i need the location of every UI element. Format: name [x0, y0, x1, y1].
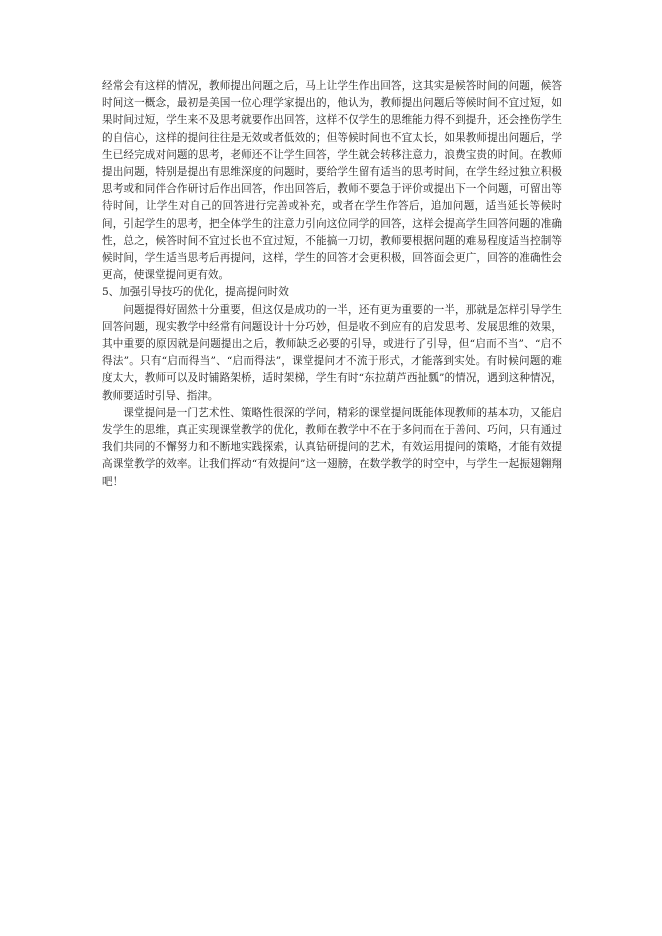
section-heading-5: 5、加强引导技巧的优化，提高提问时效	[102, 286, 289, 299]
paragraph-conclusion: 课堂提问是一门艺术性、策略性很深的学问，精彩的课堂提问既能体现教师的基本功，又能启发学生的思维，真正实现课堂教学的优化，教师在教学中不在于多问而在于善问、巧问，只有通过我们共同的不懈努力和不断地实践探索，认真钻研提问的艺术，有效运用提问的策略，才能有效提高课堂教学的效率。让我们挥动“有效提问”这一翅膀，在数学教学的时空中，与学生一起振翅翱翔吧！	[102, 406, 562, 488]
paragraph-wait-time: 经常会有这样的情况，教师提出问题之后，马上让学生作出回答，这其实是候答时间的问题，候答时间这一概念，最初是美国一位心理学家提出的，他认为，教师提出问题后等候时间不宜过短，如果时间过短，学生来不及思考就要作出回答，这样不仅学生的思维能力得不到提升，还会挫伤学生的自信心，这样的提问往往是无效或者低效的；但等候时间也不宜太长，如果教师提出问题后，学生已经完成对问题的思考，老师还不让学生回答，学生就会转移注意力，浪费宝贵的时间。在教师提出问题，特别是提出有思维深度的问题时，要给学生留有适当的思考时间，在学生经过独立积极思考或和同伴合作研讨后作出回答，作出回答后，教师不要急于评价或提出下一个问题，可留出等待时间，让学生对自己的回答进行完善或补充，或者在学生作答后，追加问题，适当延长等候时间，引起学生的思考，把全体学生的注意力引向这位同学的回答，这样会提高学生回答问题的准确性，总之，候答时间不宜过长也不宜过短，不能搞一刀切，教师要根据问题的难易程度适当控制等候时间，学生适当思考后再提问，这样，学生的回答才会更积极，回答面会更广，回答的准确性会更高，使课堂提问更有效。	[102, 80, 562, 282]
document-body	[102, 78, 562, 491]
paragraph-guidance: 问题提得好固然十分重要，但这仅是成功的一半，还有更为重要的一半，那就是怎样引导学生回答问题，现实教学中经常有问题设计十分巧妙，但是收不到应有的启发思考、发展思维的效果，其中重要的原因就是问题提出之后，教师缺乏必要的引导，或进行了引导，但“启而不当”、“启不得法”。只有“启而得当”、“启而得法”，课堂提问才不流于形式，才能落到实处。有时候问题的难度太大，教师可以及时铺路架桥，适时架梯，学生有时“东拉葫芦西扯瓢”的情况，遇到这种情况，教师要适时引导、指津。	[102, 303, 562, 402]
